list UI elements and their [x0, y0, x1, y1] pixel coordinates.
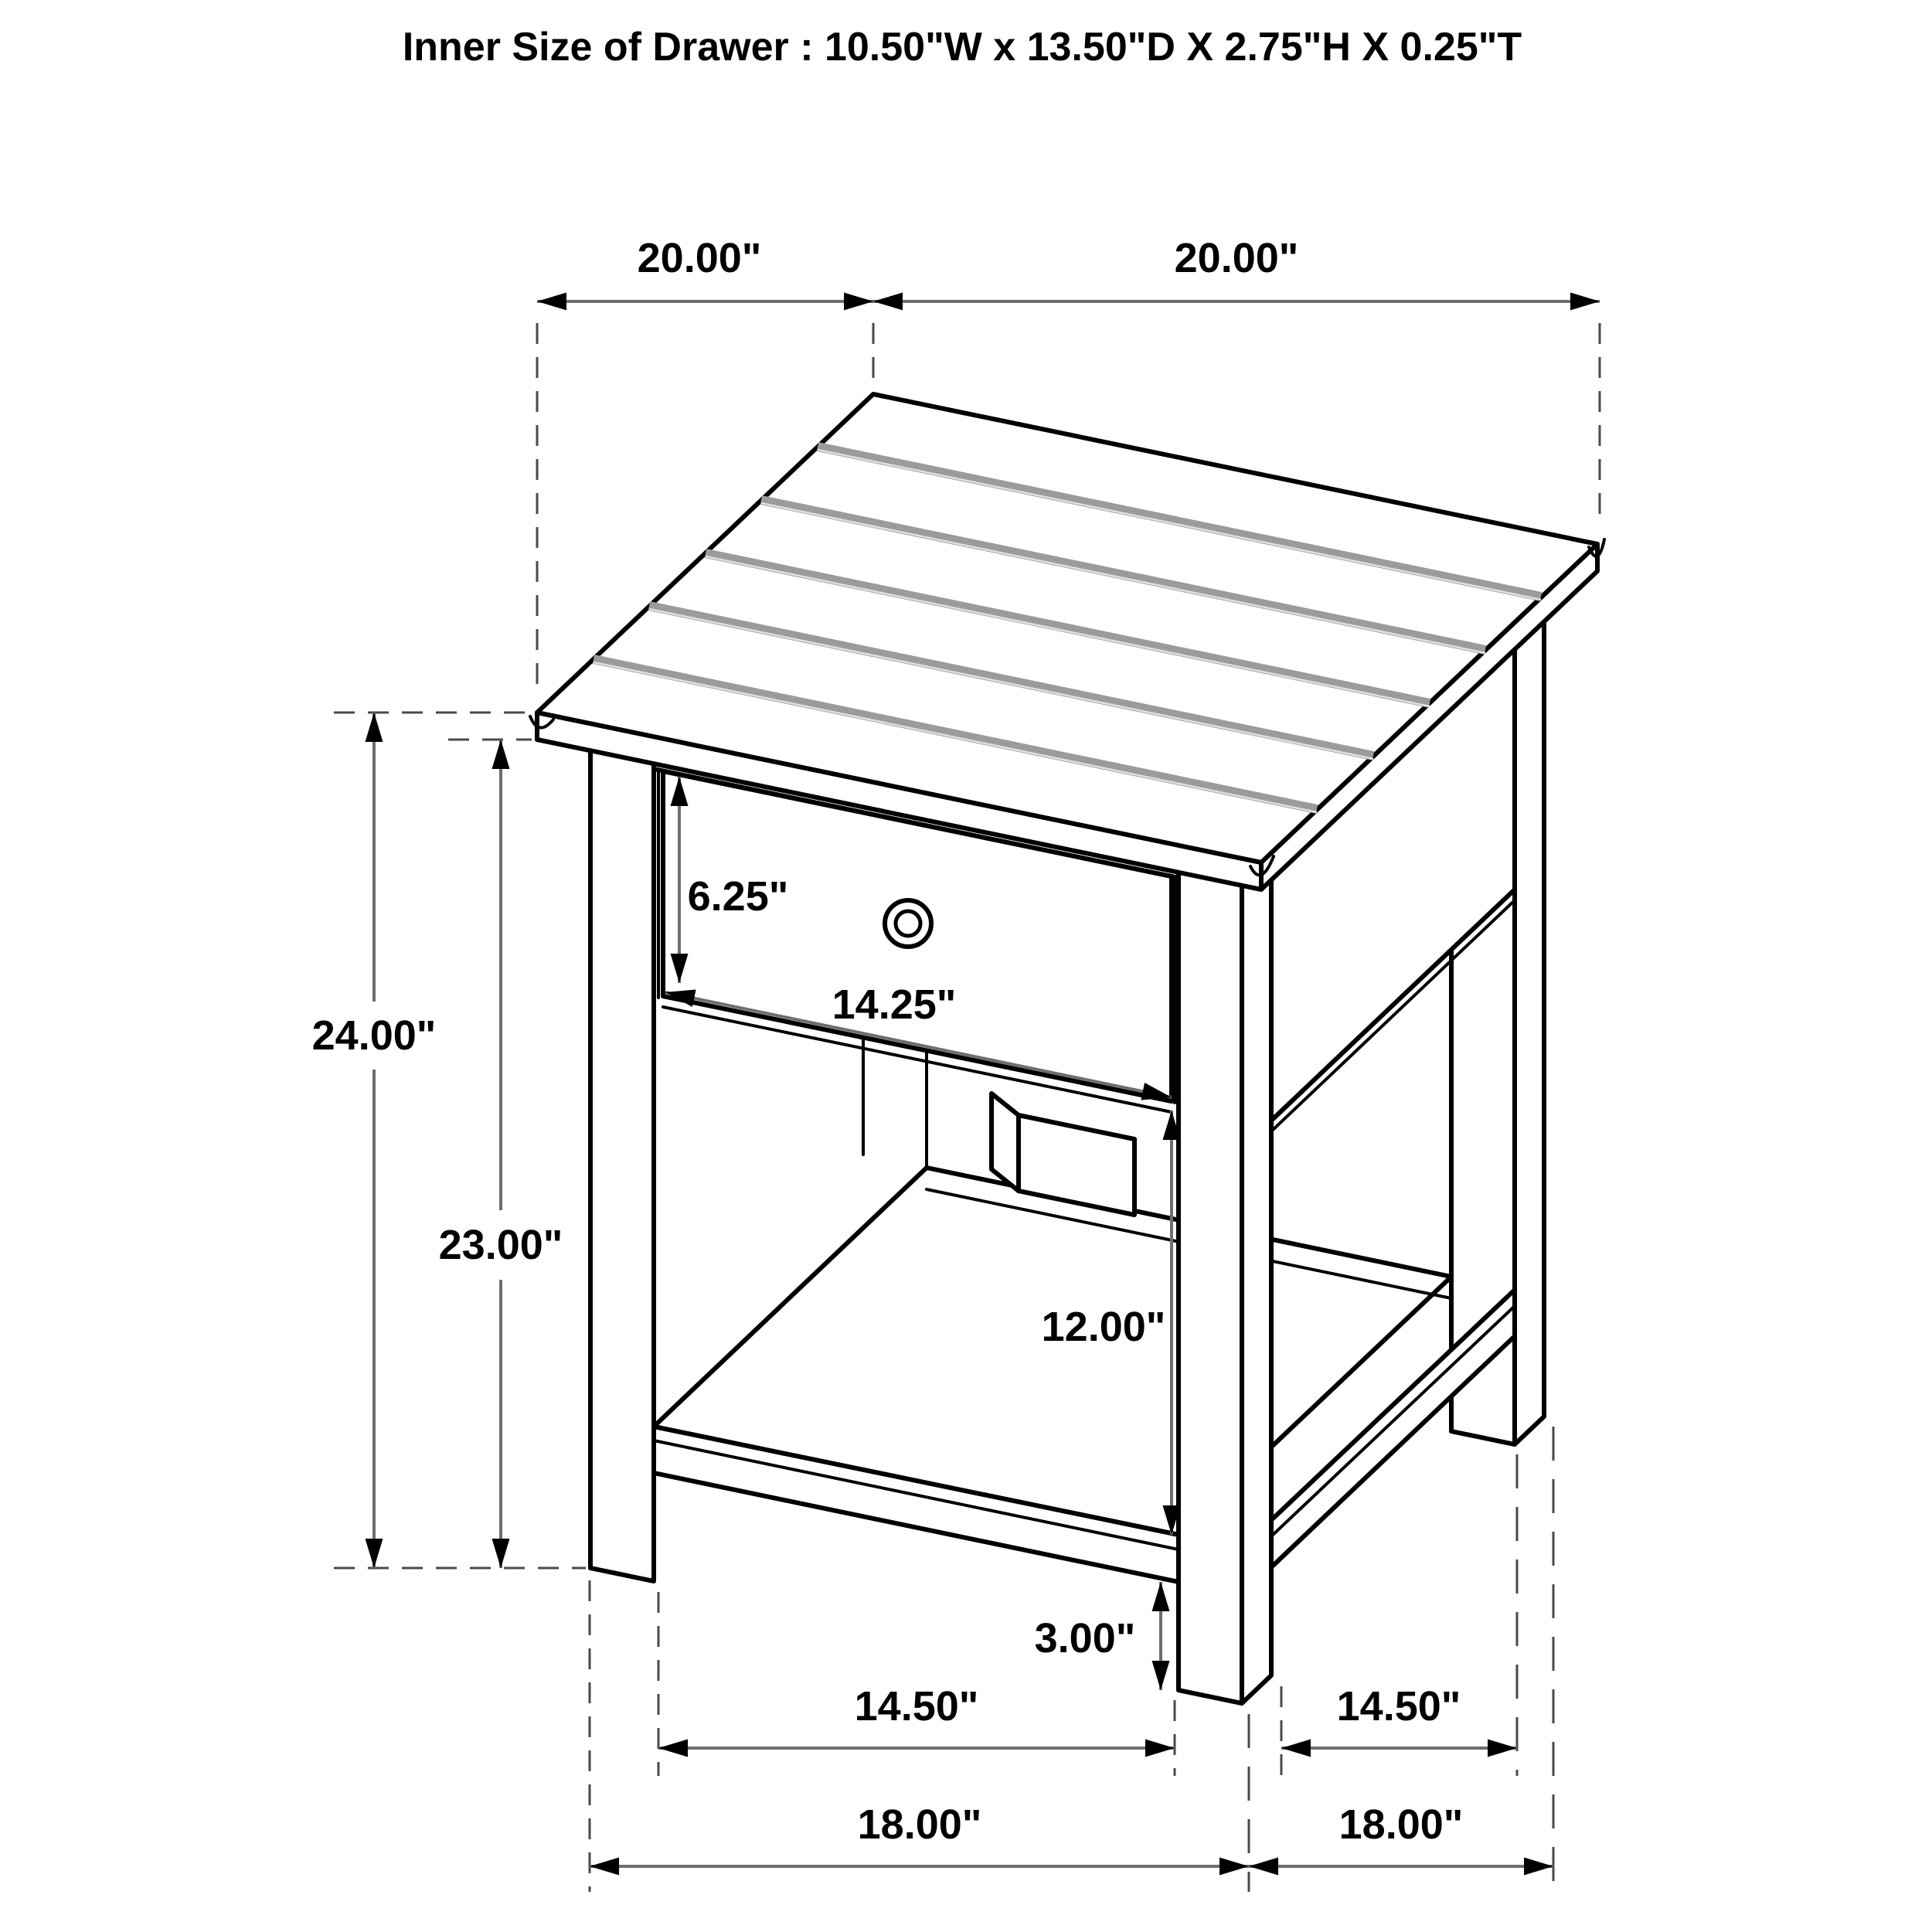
dim-label-front-inner-span: 14.50"	[854, 1683, 979, 1730]
drawer-knob	[885, 900, 931, 947]
dim-label-front-outer-span: 18.00"	[857, 1801, 982, 1848]
drawing-title: Inner Size of Drawer : 10.50"W x 13.50"D X 2.75"H X 0.25"T	[402, 25, 1522, 70]
dim-label-overall-height: 24.00"	[311, 1012, 437, 1059]
dim-label-drawer-opening-width: 14.25"	[832, 981, 957, 1028]
dim-label-side-outer-span: 18.00"	[1338, 1801, 1464, 1848]
front-left-leg	[590, 703, 654, 1581]
dim-label-height-under-top: 23.00"	[438, 1222, 563, 1268]
dim-label-shelf-clearance: 12.00"	[1041, 1304, 1166, 1350]
dim-label-top-depth: 20.00"	[637, 235, 762, 281]
front-right-leg	[1179, 838, 1271, 1703]
end-table-drawing	[530, 394, 1604, 1703]
dim-label-side-inner-span: 14.50"	[1336, 1683, 1461, 1730]
dim-label-top-width: 20.00"	[1174, 235, 1299, 281]
dim-label-ground-clearance: 3.00"	[1034, 1615, 1136, 1662]
dim-label-drawer-front-height: 6.25"	[687, 873, 789, 920]
